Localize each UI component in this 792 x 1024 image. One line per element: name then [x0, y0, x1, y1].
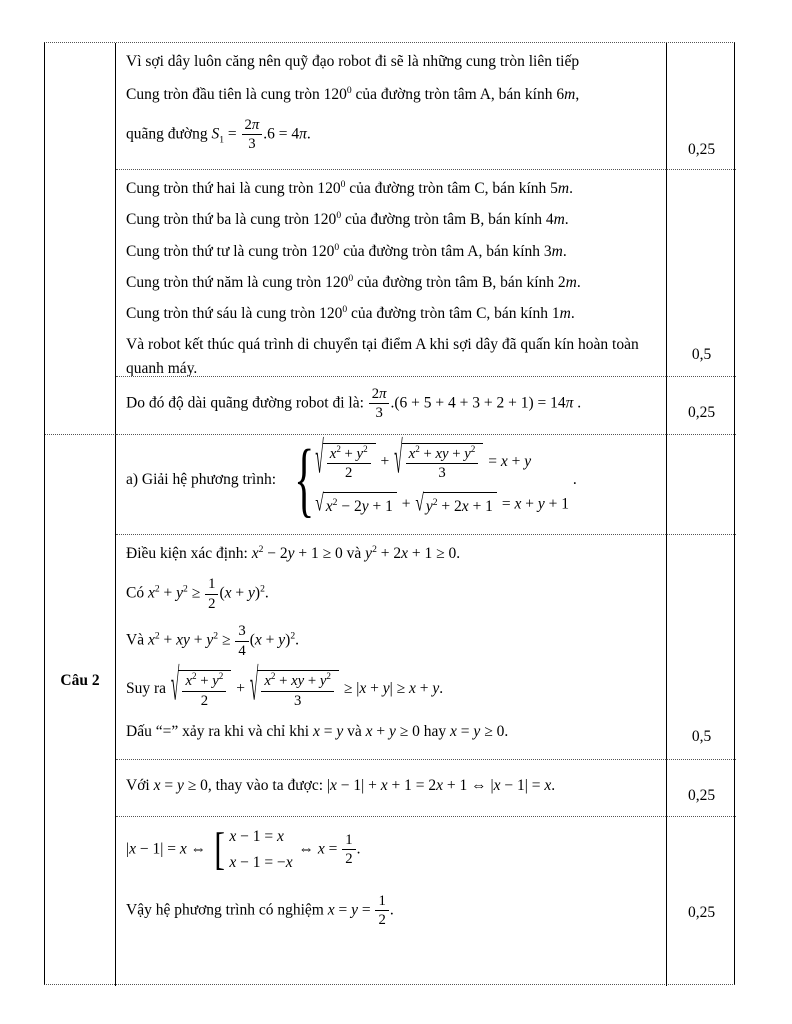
score-cell: [666, 534, 736, 759]
solution-line: Cung tròn thứ ba là cung tròn $120^0$ của đường tròn tâm B, bán kính 4m.: [126, 210, 569, 229]
score-value: 0,25: [687, 141, 716, 158]
solution-line: Suy ra √ $\frac{x^2 + y^2}{2}$ + √ $\frac{x^2 + xy + y^2}{3}$ ≥ |x + y| ≥ x + y.: [126, 661, 444, 712]
score-cell: [666, 43, 736, 169]
solution-cell-conclusion: [116, 816, 666, 986]
solution-cell-arc1: [116, 43, 666, 169]
question-label: Câu 2: [60, 672, 100, 689]
solution-line: Có $x^2 + y^2$ ≥ $\frac{1}{2}$ $(x + y)^2$.: [126, 576, 269, 612]
solution-line: Do đó độ dài quãng đường robot đi là: $\frac{2\pi}{3}$ .(6 + 5 + 4 + 3 + 2 + 1) = 14π .: [126, 386, 582, 422]
solution-line: Với x = y ≥ 0, thay vào ta được: |x − 1| + x + 1 = 2x + 1 ⇔ |x − 1| = x.: [126, 777, 556, 794]
solution-line: Điều kiện xác định: $x^2 - 2y + 1 \ge 0$ và $y^2 + 2x + 1 \ge 0$.: [126, 543, 461, 562]
score-value: 0,5: [691, 346, 712, 363]
solution-line: Cung tròn đầu tiên là cung tròn $120^0$ của đường tròn tâm A, bán kính 6m,: [126, 85, 580, 104]
solution-cell-substitution: [116, 759, 666, 816]
solution-line: Dấu “=” xảy ra khi và chỉ khi x = y và x + y ≥ 0 hay x = y ≥ 0.: [126, 723, 509, 741]
solution-line: Cung tròn thứ năm là cung tròn $120^0$ của đường tròn tâm B, bán kính 2m.: [126, 272, 581, 291]
score-cell: [666, 434, 736, 534]
score-value: 0,25: [687, 787, 716, 804]
solution-line: Và robot kết thúc quá trình di chuyển tại điểm A khi sợi dây đã quấn kín hoàn toàn quanh máy.: [126, 336, 639, 376]
solution-line: |x − 1| = x ⇔ [ x − 1 = x x − 1 = −x ⇔ x = $\frac{1}{2}$ .: [126, 823, 361, 875]
question-label-cell-2: [45, 434, 116, 986]
solution-line: a) Giải hệ phương trình: { √ $\frac{x^2 + y^2}{2}$ + √ $\frac{x^2 + xy + y^2}{3}$ = x + y √ $x^2 - 2y + 1$ + √ $y^2 + 2x + 1$ = x + y + 1 .: [126, 434, 577, 527]
solution-line: Cung tròn thứ hai là cung tròn $120^0$ của đường tròn tâm C, bán kính 5m.: [126, 178, 573, 197]
score-cell: [666, 759, 736, 816]
solution-line: Cung tròn thứ tư là cung tròn $120^0$ của đường tròn tâm A, bán kính 3m.: [126, 241, 567, 260]
score-value: 0,25: [687, 904, 716, 921]
score-cell: [666, 376, 736, 434]
score-value: 0,5: [691, 728, 712, 745]
question-label-cell-1: [45, 43, 116, 434]
answer-table: [44, 42, 735, 985]
solution-line: Và $x^2$ + xy + $y^2$ ≥ $\frac{3}{4}$ $(x + y)^2$.: [126, 623, 300, 659]
solution-line: quãng đường $S_1$ = $\frac{2\pi}{3}$ .6 = 4π.: [126, 116, 311, 152]
score-value: 0,25: [687, 404, 716, 421]
solution-line: Vì sợi dây luôn căng nên quỹ đạo robot đi sẽ là những cung tròn liên tiếp: [126, 53, 580, 70]
solution-cell-inequalities: [116, 534, 666, 759]
score-cell: [666, 816, 736, 986]
solution-line: Cung tròn thứ sáu là cung tròn $120^0$ của đường tròn tâm C, bán kính 1m.: [126, 303, 575, 322]
solution-cell-system-statement: [116, 434, 666, 534]
score-cell: [666, 169, 736, 376]
solution-cell-total-length: [116, 376, 666, 434]
solution-line: Vậy hệ phương trình có nghiệm x = y = $\frac{1}{2}$ .: [126, 892, 394, 928]
solution-cell-arcs: [116, 169, 666, 376]
